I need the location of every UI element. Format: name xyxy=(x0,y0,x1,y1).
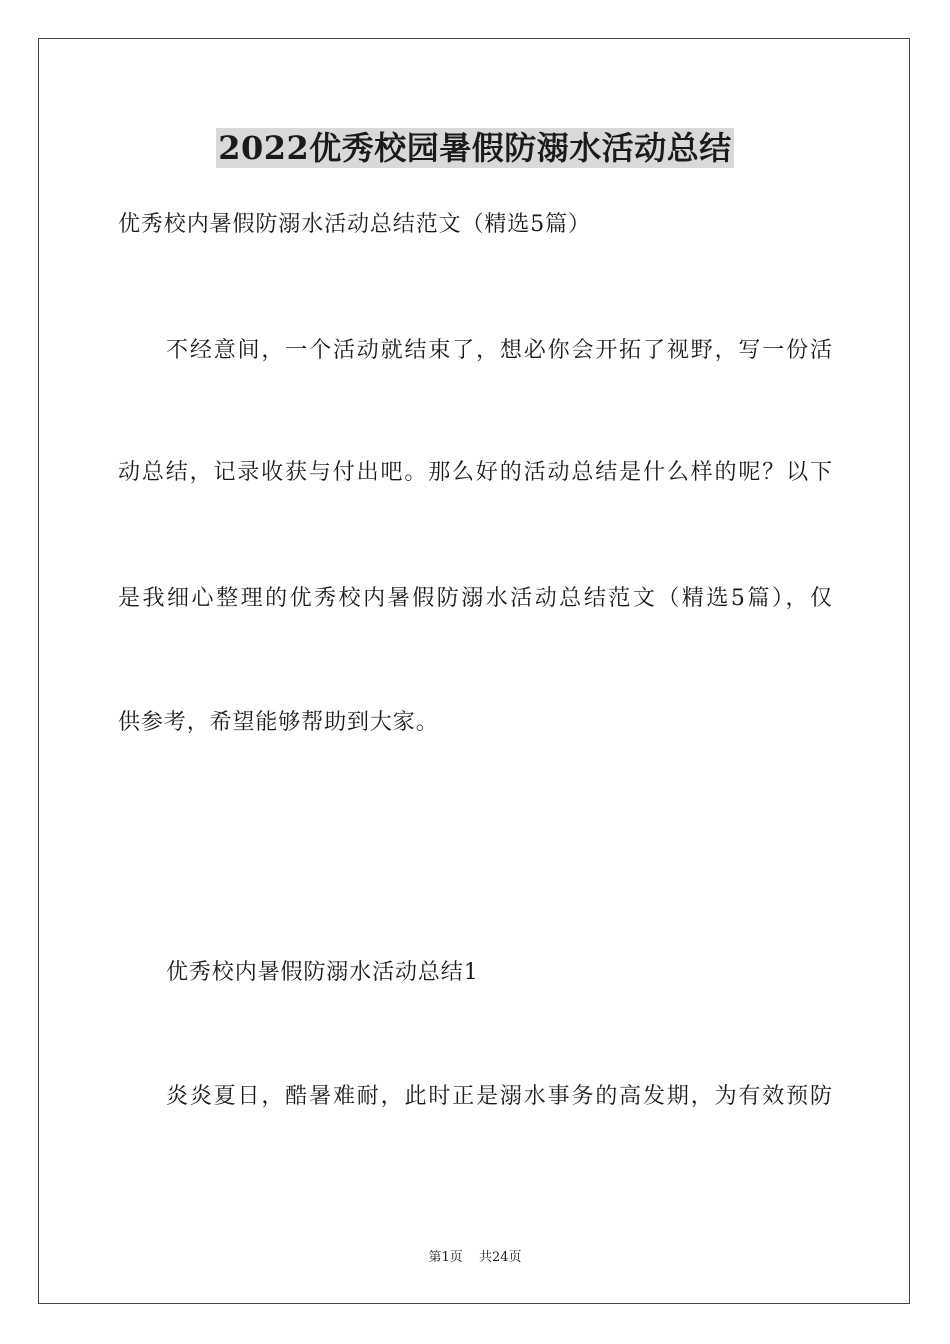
document-title xyxy=(0,128,950,168)
document-subtitle: 优秀校内暑假防溺水活动总结范文（精选5篇） xyxy=(118,212,591,237)
paragraph-line: 不经意间，一个活动就结束了，想必你会开拓了视野，写一份活 xyxy=(166,338,832,363)
section-heading: 优秀校内暑假防溺水活动总结1 xyxy=(166,960,479,985)
page-footer xyxy=(0,1249,950,1267)
paragraph-line: 动总结，记录收获与付出吧。那么好的活动总结是什么样的呢？以下 xyxy=(118,460,832,485)
paragraph-line: 炎炎夏日，酷暑难耐，此时正是溺水事务的高发期，为有效预防 xyxy=(166,1084,832,1109)
paragraph-line: 是我细心整理的优秀校内暑假防溺水活动总结范文（精选5篇），仅 xyxy=(118,586,832,611)
page-total: 共24页 xyxy=(478,1250,522,1265)
page-number: 第1页 xyxy=(428,1250,463,1265)
document-title-text: 2022优秀校园暑假防溺水活动总结 xyxy=(218,129,732,167)
paragraph-line: 供参考，希望能够帮助到大家。 xyxy=(118,710,439,735)
